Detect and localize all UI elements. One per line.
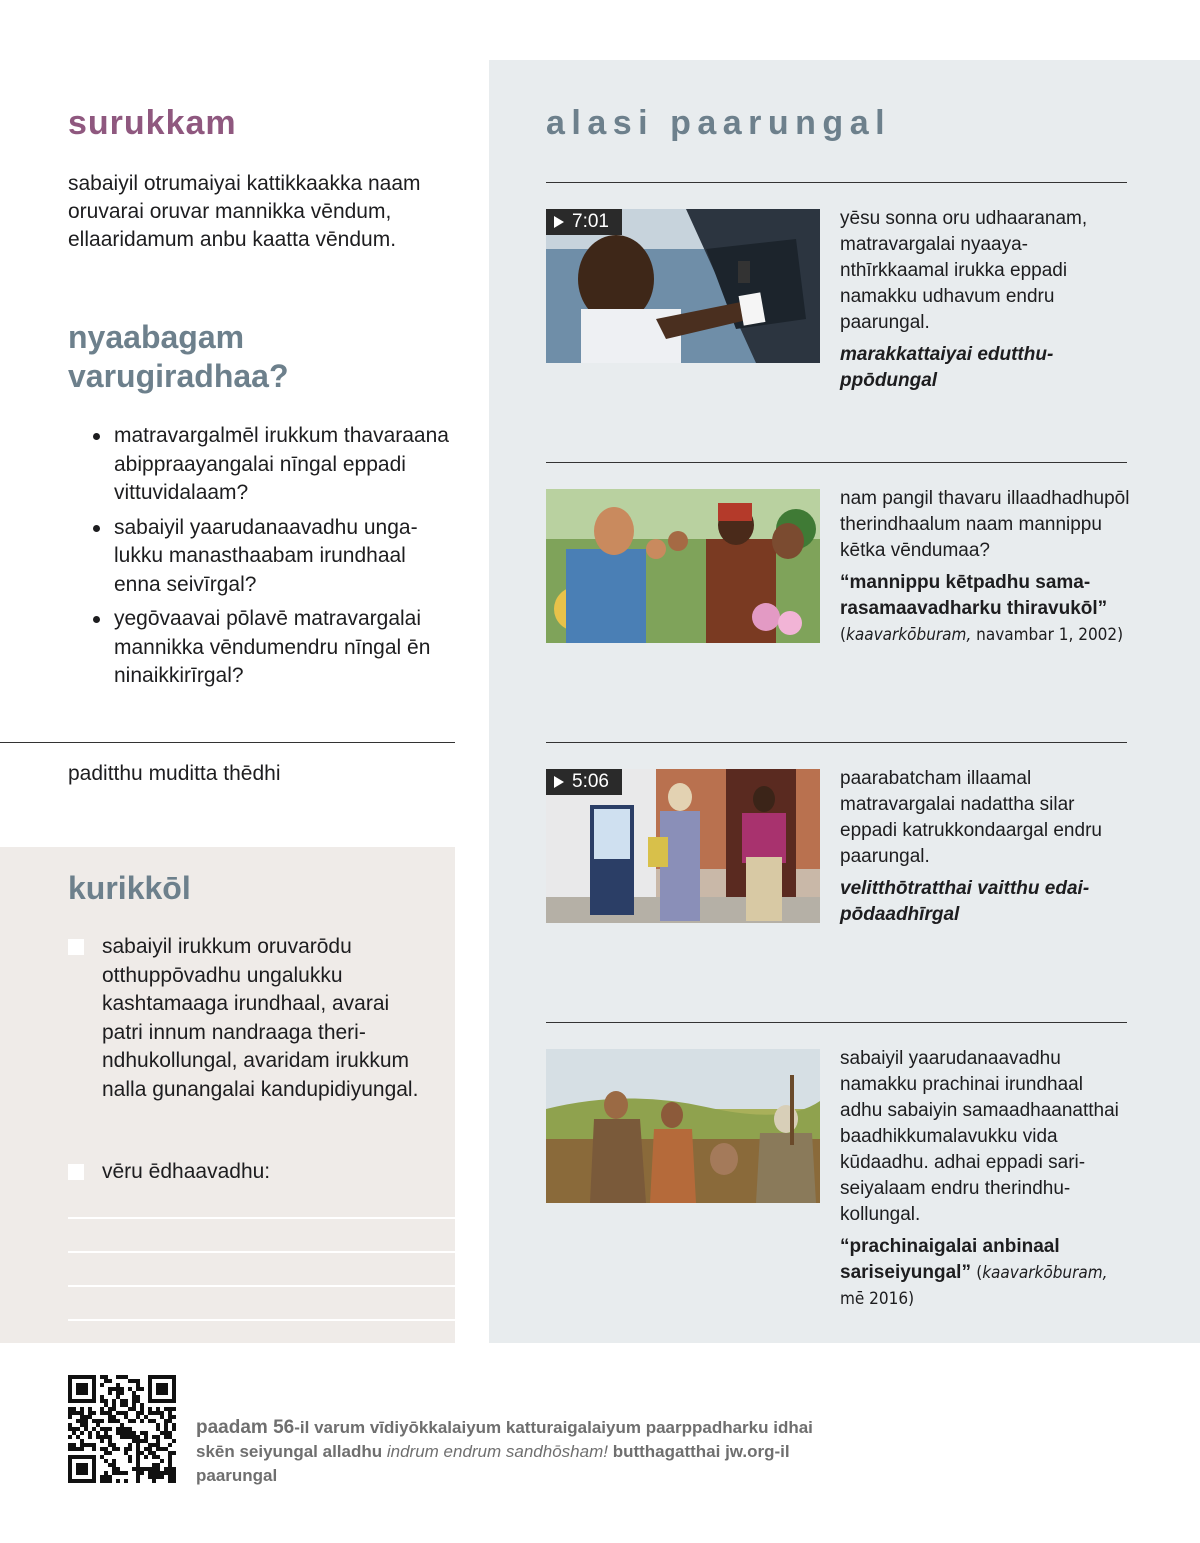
page-reference: paadam 56: [196, 1417, 295, 1438]
entry-description: sabaiyil yaarudanaavadhu namakku prachinai irundhaal adhu sabaiyin samaadhaanatthai baadhikkumalavukku vida kūdaadhu. adhai eppadi sariseiyalaam endru therindhukollungal.: [840, 1048, 1119, 1225]
divider: [546, 462, 1127, 463]
learn-more-heading: alasi paarungal: [546, 104, 892, 142]
entry-reference[interactable]: marakkattaiyai edutthuppōdungal: [840, 344, 1054, 391]
goals-heading: kurikkōl: [68, 870, 191, 906]
entry-reference[interactable]: “prachinaigalai anbinaal sariseiyungal” (kaavarkōburam, mē 2016): [840, 1236, 1108, 1309]
writing-line[interactable]: [68, 1285, 455, 1287]
writing-line[interactable]: [68, 1319, 455, 1321]
paul-and-barnabas-image: [546, 1049, 820, 1203]
entry-reference[interactable]: velitthōtratthai vaitthu edaipōdaadhīrgal: [840, 878, 1090, 925]
bullet-icon: [93, 433, 100, 440]
goal-item-other[interactable]: vēru ēdhaavadhu:: [68, 1158, 428, 1187]
checkbox-icon[interactable]: [68, 939, 84, 955]
learn-more-entry-4: [840, 1046, 1130, 1312]
friends-greeting-image: [546, 489, 820, 643]
checkbox-icon[interactable]: [68, 1164, 84, 1180]
entry-description: yēsu sonna oru udhaaranam, matravargalai nyaayanthīrkkaamal irukka eppadi namakku udhavum endru paarungal.: [840, 208, 1088, 333]
completion-date-label: paditthu muditta thēdhi: [68, 762, 281, 785]
footer-note: paadam 56-il varum vīdiyōkkalaiyum katturaigalaiyum paarppadharku idhai skēn seiyungal alladhu indrum endrum sandhōsham! butthagatthai jw.org-il paarungal: [196, 1417, 813, 1485]
entry-description: nam pangil thavaru illaadhadhupōl therindhaalum naam mannippu kētka vēndumaa?: [840, 488, 1130, 561]
divider: [546, 742, 1127, 743]
learn-more-entry-2: [840, 486, 1130, 648]
play-icon: [554, 216, 564, 228]
recall-heading: nyaabagam varugiradhaa?: [68, 319, 289, 394]
summary-heading: surukkam: [68, 104, 237, 142]
bullet-icon: [93, 525, 100, 532]
video-duration-badge: 7:01: [546, 209, 622, 235]
summary-text: sabaiyil otrumaiyai kattikkaakka naam oruvarai oruvar mannikka vēndum, ellaaridamum anbu kaatta vēndum.: [68, 172, 421, 251]
writing-line[interactable]: [68, 1217, 455, 1219]
learn-more-entry-1: [840, 206, 1130, 394]
writing-line[interactable]: [68, 1251, 455, 1253]
learn-more-entry-3: [840, 766, 1130, 928]
video-thumbnail-women-talking[interactable]: [546, 769, 820, 923]
recall-question-list: [90, 422, 450, 697]
video-thumbnail-man-in-car[interactable]: [546, 209, 820, 363]
entry-description: paarabatcham illaamal matravargalai nadattha silar eppadi katrukkondaargal endru paarungal.: [840, 768, 1102, 867]
divider: [0, 742, 455, 743]
video-duration-badge: 5:06: [546, 769, 622, 795]
recall-question: matravargalmēl irukkum thavaraana abippraayangalai nīngal eppadi vittuvidalaam?: [90, 422, 450, 508]
qr-code-icon[interactable]: [68, 1375, 176, 1483]
bullet-icon: [93, 616, 100, 623]
recall-question: sabaiyil yaarudanaavadhu ungalukku manasthaabam irundhaal enna seivīrgal?: [90, 514, 450, 600]
recall-question: yegōvaavai pōlavē matravargalai mannikka vēndumendru nīngal ēn ninaikkirīrgal?: [90, 605, 450, 691]
illustration-friends-greeting: [546, 489, 820, 643]
entry-reference[interactable]: “mannippu kētpadhu samarasamaavadharku thiravukōl” (kaavarkōburam, navambar 1, 2002): [840, 572, 1124, 645]
goal-item[interactable]: sabaiyil irukkum oruvarōdu otthuppōvadhu ungalukku kashtamaaga irundhaal, avarai patri innum nandraaga therindhukollungal, avaridam irukkum nalla gunangalai kandupidiyungal.: [68, 933, 428, 1104]
divider: [546, 182, 1127, 183]
divider: [546, 1022, 1127, 1023]
play-icon: [554, 776, 564, 788]
illustration-paul-and-barnabas: [546, 1049, 820, 1203]
